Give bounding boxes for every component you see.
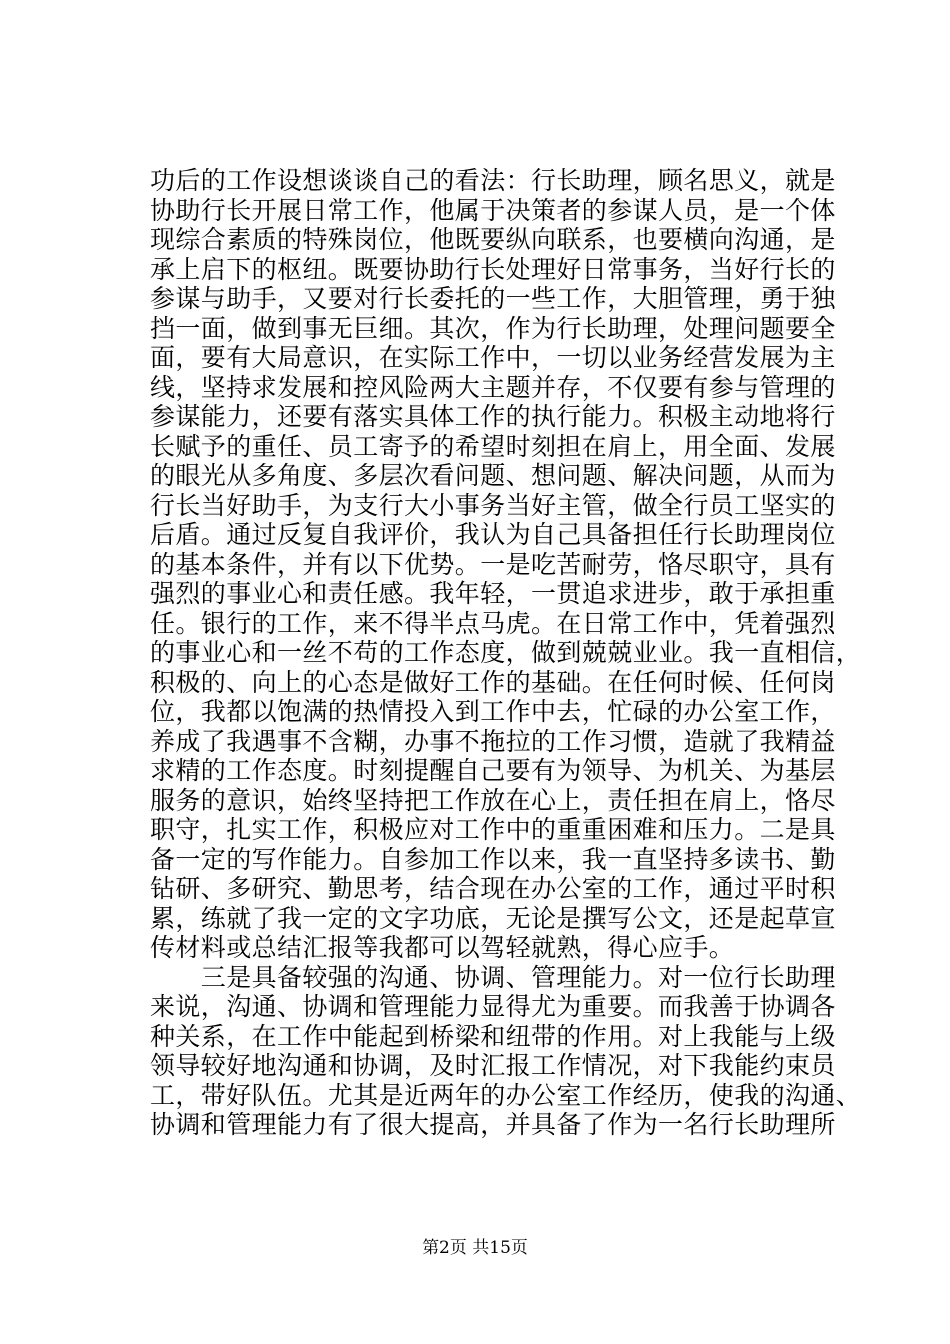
text-line: 参谋能力，还要有落实具体工作的执行能力。积极主动地将行 — [150, 402, 836, 431]
text-line: 挡一面，做到事无巨细。其次，作为行长助理，处理问题要全 — [150, 313, 836, 343]
text-line: 参谋与助手，又要对行长委托的一些工作，大胆管理，勇于独 — [150, 284, 836, 313]
text-line: 求精的工作态度。时刻提醒自己要有为领导、为机关、为基层 — [150, 756, 836, 785]
paragraph-start-line: 三是具备较强的沟通、协调、管理能力。对一位行长助理 — [150, 962, 836, 992]
text-line: 来说，沟通、协调和管理能力显得尤为重要。而我善于协调各 — [150, 992, 836, 1021]
text-line: 种关系，在工作中能起到桥梁和纽带的作用。对上我能与上级 — [150, 1021, 836, 1051]
text-line: 位，我都以饱满的热情投入到工作中去，忙碌的办公室工作， — [150, 697, 836, 726]
text-line: 的眼光从多角度、多层次看问题、想问题、解决问题，从而为 — [150, 461, 836, 490]
text-line: 现综合素质的特殊岗位，他既要纵向联系，也要横向沟通，是 — [150, 225, 836, 254]
text-line: 服务的意识，始终坚持把工作放在心上，责任担在肩上，恪尽 — [150, 785, 836, 815]
text-line: 承上启下的枢纽。既要协助行长处理好日常事务，当好行长的 — [150, 254, 836, 284]
text-line: 领导较好地沟通和协调，及时汇报工作情况，对下我能约束员 — [150, 1051, 836, 1080]
text-line: 后盾。通过反复自我评价，我认为自己具备担任行长助理岗位 — [150, 520, 836, 549]
text-line: 行长当好助手，为支行大小事务当好主管，做全行员工坚实的 — [150, 490, 836, 520]
text-line: 功后的工作设想谈谈自己的看法：行长助理，顾名思义，就是 — [150, 166, 836, 195]
text-line: 面，要有大局意识，在实际工作中，一切以业务经营发展为主 — [150, 343, 836, 372]
text-line: 的基本条件，并有以下优势。一是吃苦耐劳，恪尽职守，具有 — [150, 549, 836, 579]
text-line: 协调和管理能力有了很大提高，并具备了作为一名行长助理所 — [150, 1110, 836, 1139]
text-line: 养成了我遇事不含糊，办事不拖拉的工作习惯，造就了我精益 — [150, 726, 836, 756]
text-line: 钻研、多研究、勤思考，结合现在办公室的工作，通过平时积 — [150, 874, 836, 903]
text-line: 线，坚持求发展和控风险两大主题并存，不仅要有参与管理的 — [150, 372, 836, 402]
text-line: 工，带好队伍。尤其是近两年的办公室工作经历，使我的沟通、 — [150, 1080, 862, 1110]
text-line: 的事业心和一丝不苟的工作态度，做到兢兢业业。我一直相信， — [150, 638, 862, 667]
document-body — [150, 166, 862, 1140]
text-line: 职守，扎实工作，积极应对工作中的重重困难和压力。二是具 — [150, 815, 836, 844]
text-line: 协助行长开展日常工作，他属于决策者的参谋人员，是一个体 — [150, 195, 836, 225]
text-line: 积极的、向上的心态是做好工作的基础。在任何时候、任何岗 — [150, 667, 836, 697]
text-line: 强烈的事业心和责任感。我年轻，一贯追求进步，敢于承担重 — [150, 579, 836, 608]
text-line: 长赋予的重任、员工寄予的希望时刻担在肩上，用全面、发展 — [150, 431, 836, 461]
text-line: 任。银行的工作，来不得半点马虎。在日常工作中，凭着强烈 — [150, 608, 836, 638]
text-line: 备一定的写作能力。自参加工作以来，我一直坚持多读书、勤 — [150, 844, 836, 874]
text-line: 累，练就了我一定的文字功底，无论是撰写公文，还是起草宣 — [150, 903, 836, 933]
text-line: 传材料或总结汇报等我都可以驾轻就熟，得心应手。 — [150, 933, 735, 962]
page-number-footer: 第2页 共15页 — [422, 1238, 528, 1258]
